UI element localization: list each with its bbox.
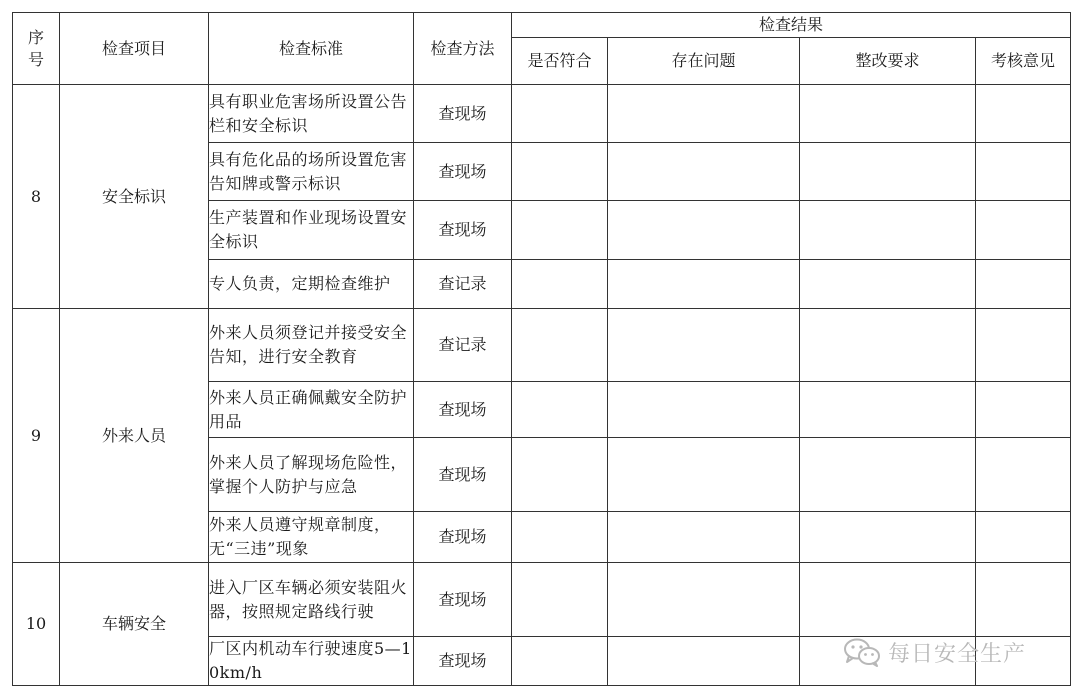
row-method: 查现场 — [414, 438, 512, 512]
row-method: 查现场 — [414, 143, 512, 201]
watermark — [842, 632, 1062, 672]
cell-conform — [512, 438, 608, 512]
cell-problem — [608, 382, 800, 438]
inspection-table — [12, 12, 1071, 686]
header-result: 检查结果 — [512, 13, 1071, 38]
group-seq: 8 — [13, 85, 60, 309]
row-standard: 进入厂区车辆必须安装阻火器，按照规定路线行驶 — [209, 563, 414, 637]
cell-problem — [608, 309, 800, 382]
cell-problem — [608, 143, 800, 201]
cell-conform — [512, 563, 608, 637]
header-seq: 序号 — [13, 13, 60, 85]
row-standard: 具有危化品的场所设置危害告知牌或警示标识 — [209, 143, 414, 201]
cell-problem — [608, 85, 800, 143]
cell-problem — [608, 637, 800, 686]
row-method: 查现场 — [414, 512, 512, 563]
row-standard: 具有职业危害场所设置公告栏和安全标识 — [209, 85, 414, 143]
cell-assess — [976, 563, 1071, 637]
cell-conform — [512, 85, 608, 143]
row-method: 查现场 — [414, 563, 512, 637]
row-standard: 外来人员正确佩戴安全防护用品 — [209, 382, 414, 438]
cell-conform — [512, 512, 608, 563]
cell-assess — [976, 512, 1071, 563]
watermark-text: 每日安全生产 — [888, 641, 1027, 667]
header-standard: 检查标准 — [209, 13, 414, 85]
cell-rectify — [800, 512, 976, 563]
cell-problem — [608, 438, 800, 512]
table-row — [13, 85, 1071, 143]
cell-rectify — [800, 563, 976, 637]
row-standard: 专人负责，定期检查维护 — [209, 260, 414, 309]
cell-problem — [608, 512, 800, 563]
cell-rectify — [800, 438, 976, 512]
table-row — [13, 563, 1071, 637]
cell-problem — [608, 260, 800, 309]
header-assess: 考核意见 — [976, 38, 1071, 85]
cell-assess — [976, 382, 1071, 438]
row-method: 查现场 — [414, 382, 512, 438]
group-seq: 10 — [13, 563, 60, 686]
row-method: 查现场 — [414, 637, 512, 686]
cell-rectify — [800, 309, 976, 382]
wechat-icon — [842, 637, 882, 667]
cell-assess — [976, 143, 1071, 201]
cell-assess — [976, 309, 1071, 382]
header-item: 检查项目 — [60, 13, 209, 85]
group-item: 车辆安全 — [60, 563, 209, 686]
cell-conform — [512, 260, 608, 309]
row-method: 查现场 — [414, 201, 512, 260]
row-standard: 生产装置和作业现场设置安全标识 — [209, 201, 414, 260]
cell-conform — [512, 143, 608, 201]
row-standard: 外来人员须登记并接受安全告知，进行安全教育 — [209, 309, 414, 382]
row-standard: 外来人员了解现场危险性，掌握个人防护与应急 — [209, 438, 414, 512]
header-conform: 是否符合 — [512, 38, 608, 85]
cell-conform — [512, 309, 608, 382]
cell-assess — [976, 438, 1071, 512]
cell-conform — [512, 637, 608, 686]
cell-assess — [976, 201, 1071, 260]
header-method: 检查方法 — [414, 13, 512, 85]
table-row — [13, 309, 1071, 382]
cell-rectify — [800, 143, 976, 201]
cell-problem — [608, 563, 800, 637]
cell-rectify — [800, 260, 976, 309]
cell-problem — [608, 201, 800, 260]
cell-rectify — [800, 201, 976, 260]
cell-assess — [976, 85, 1071, 143]
group-item: 安全标识 — [60, 85, 209, 309]
group-seq: 9 — [13, 309, 60, 563]
table-body — [13, 85, 1071, 686]
row-method: 查记录 — [414, 260, 512, 309]
cell-rectify — [800, 382, 976, 438]
cell-conform — [512, 382, 608, 438]
row-method: 查记录 — [414, 309, 512, 382]
cell-conform — [512, 201, 608, 260]
header-rectify: 整改要求 — [800, 38, 976, 85]
row-method: 查现场 — [414, 85, 512, 143]
group-item: 外来人员 — [60, 309, 209, 563]
row-standard: 厂区内机动车行驶速度5—10km/h — [209, 637, 414, 686]
row-standard: 外来人员遵守规章制度，无“三违”现象 — [209, 512, 414, 563]
cell-assess — [976, 260, 1071, 309]
cell-rectify — [800, 85, 976, 143]
header-problem: 存在问题 — [608, 38, 800, 85]
